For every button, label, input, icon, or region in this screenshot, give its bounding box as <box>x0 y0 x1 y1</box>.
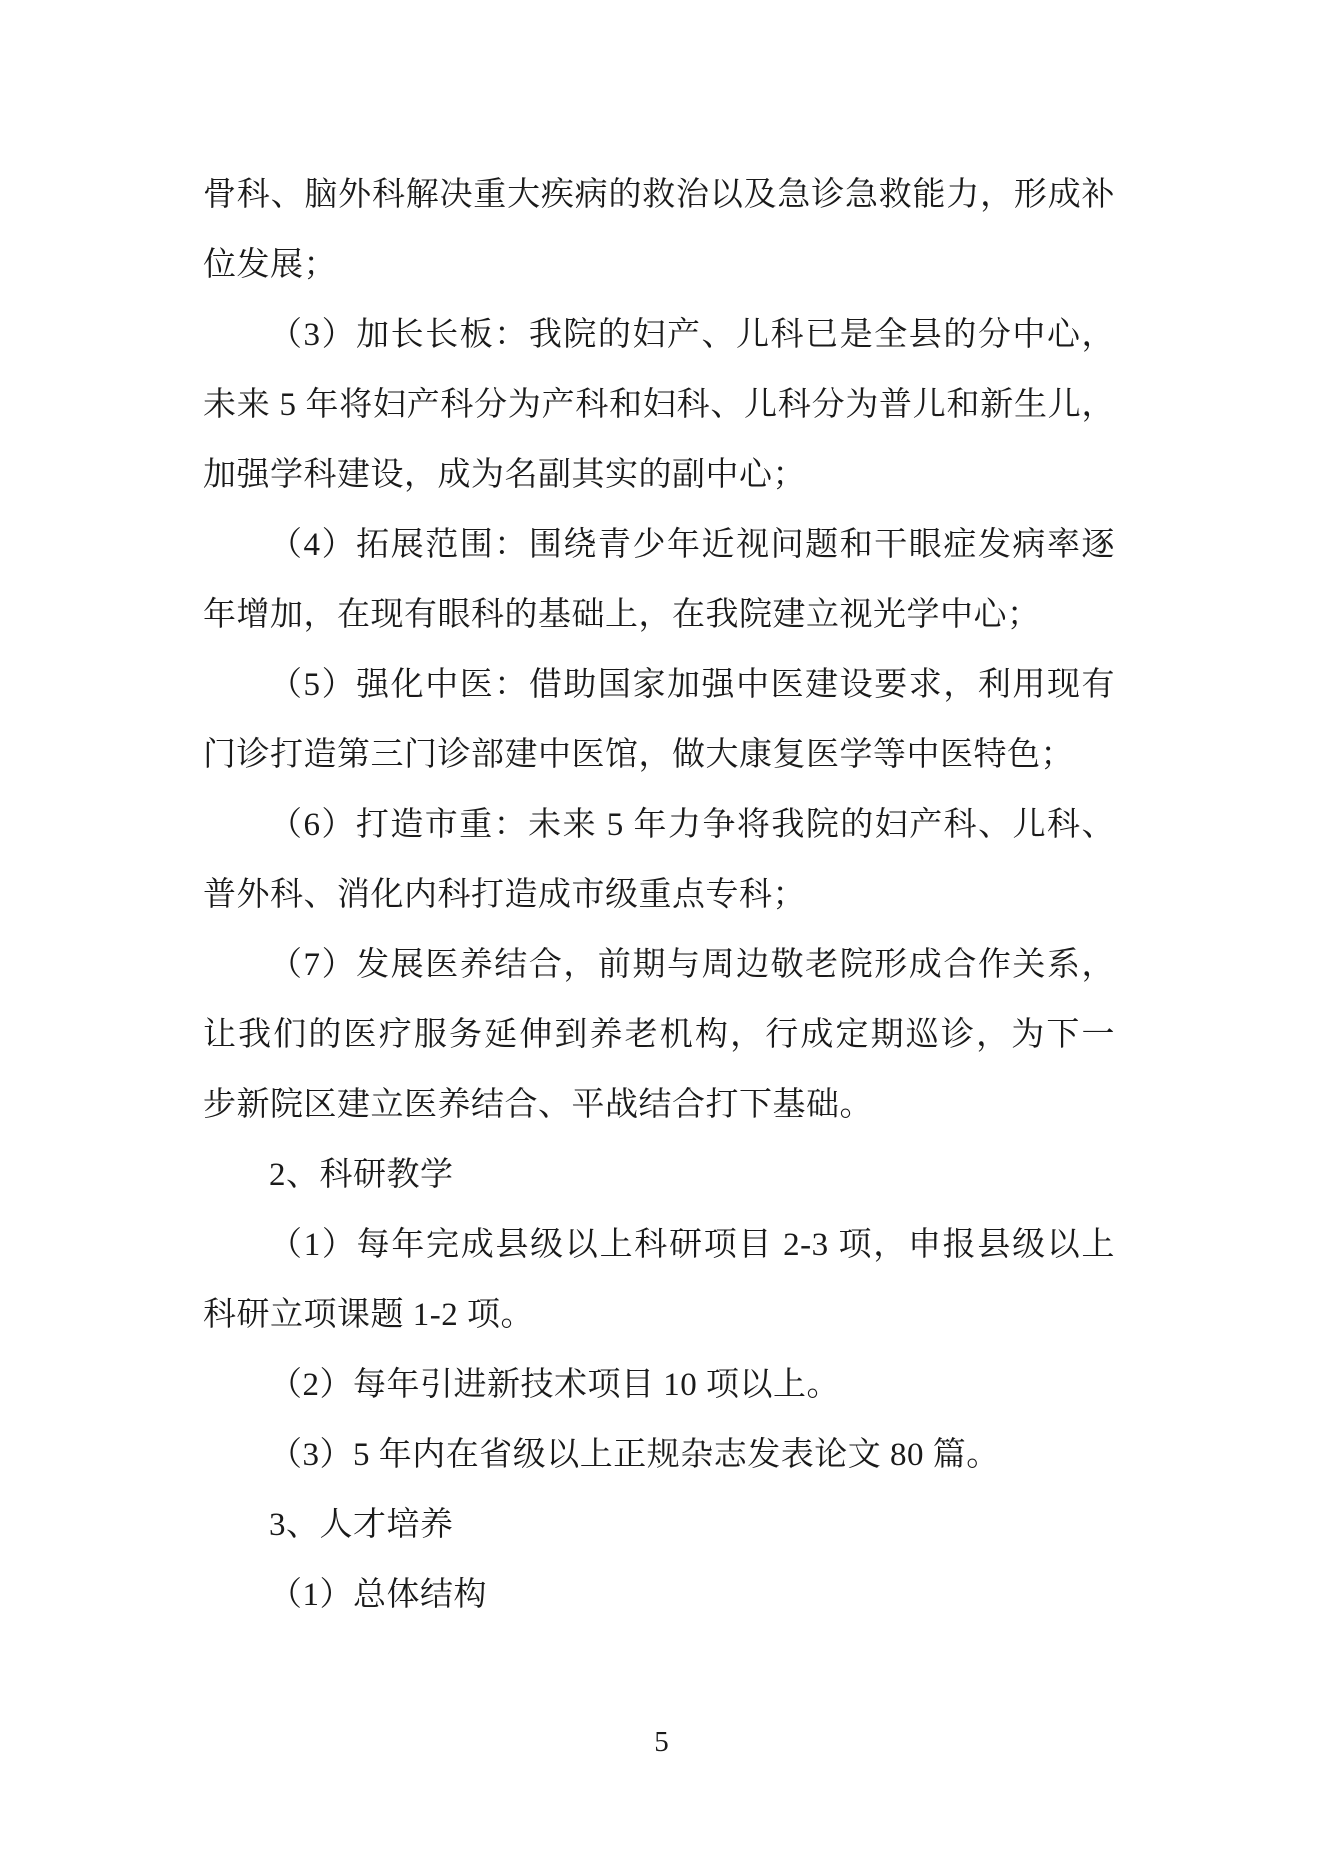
text-line: 科研立项课题 1-2 项。 <box>203 1297 534 1333</box>
text-line: （3）加长长板：我院的妇产、儿科已是全县的分中心， <box>269 317 1115 353</box>
text-line: 让我们的医疗服务延伸到养老机构，行成定期巡诊，为下一 <box>203 1017 1115 1053</box>
text-line: （3）5 年内在省级以上正规杂志发表论文 80 篇。 <box>269 1437 1000 1473</box>
text-line: （6）打造市重：未来 5 年力争将我院的妇产科、儿科、 <box>269 807 1115 843</box>
text-line: 年增加，在现有眼科的基础上，在我院建立视光学中心； <box>203 597 1041 633</box>
text-line: 位发展； <box>203 247 337 283</box>
text-line: （1）总体结构 <box>269 1577 487 1613</box>
text-line: 步新院区建立医养结合、平战结合打下基础。 <box>203 1087 873 1123</box>
text-line: 3、人才培养 <box>269 1507 454 1543</box>
text-line: 骨科、脑外科解决重大疾病的救治以及急诊急救能力，形成补 <box>203 177 1115 213</box>
text-line: （7）发展医养结合，前期与周边敬老院形成合作关系， <box>269 947 1115 983</box>
text-line: （2）每年引进新技术项目 10 项以上。 <box>269 1367 840 1403</box>
text-line: 2、科研教学 <box>269 1157 454 1193</box>
text-line: 未来 5 年将妇产科分为产科和妇科、儿科分为普儿和新生儿， <box>203 387 1115 423</box>
text-line: （1）每年完成县级以上科研项目 2-3 项，申报县级以上 <box>269 1227 1115 1263</box>
text-line: （4）拓展范围：围绕青少年近视问题和干眼症发病率逐 <box>269 527 1115 563</box>
page-number: 5 <box>654 1726 669 1758</box>
text-line: 门诊打造第三门诊部建中医馆，做大康复医学等中医特色； <box>203 737 1074 773</box>
text-line: （5）强化中医：借助国家加强中医建设要求，利用现有 <box>269 667 1115 703</box>
text-line: 加强学科建设，成为名副其实的副中心； <box>203 457 806 493</box>
document-body <box>203 160 1115 1630</box>
text-line: 普外科、消化内科打造成市级重点专科； <box>203 877 806 913</box>
